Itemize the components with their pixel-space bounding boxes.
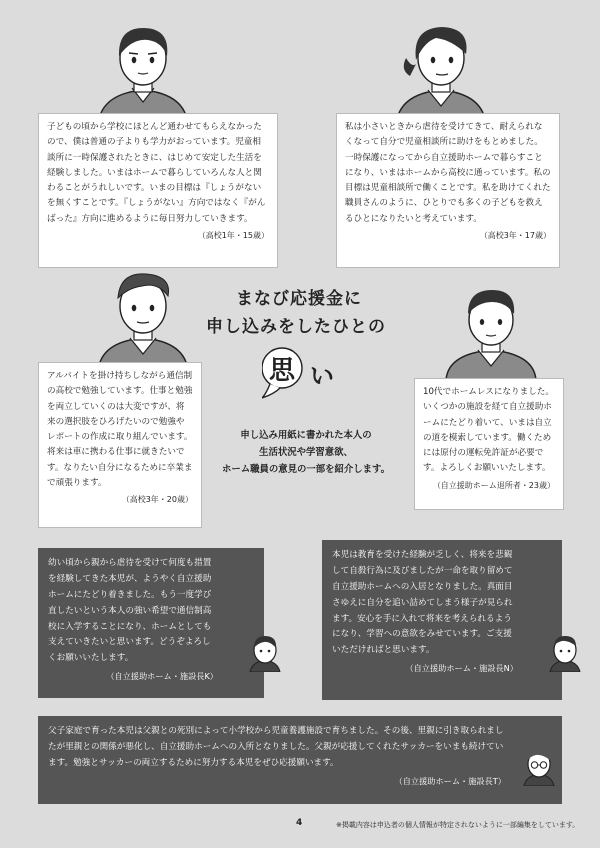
quote-card-3 — [38, 362, 202, 528]
staff-comment-text: 幼い頃から親から虐待を受けて何度も措置を経験してきた本児が、ようやく自立援助ホームにたどり着きました。もう一度学び直したいという本人の強い希望で通信制高校に入学することになり、ホームとしても支えていきたいと思います。どうぞよろしくお願いいたします。 — [48, 558, 212, 664]
page-title-line-1: まなび応援金に — [236, 289, 362, 309]
staff-avatar-t — [522, 746, 556, 786]
staff-comment-3 — [38, 716, 562, 804]
person-man-illustration — [436, 280, 546, 380]
person-boy-illustration — [88, 16, 198, 126]
quote-signature: （高校3年・17歳） — [479, 231, 551, 241]
quote-card-1 — [38, 113, 278, 268]
staff-comment-signature: （自立援助ホーム・施設長N） — [405, 663, 518, 674]
staff-comment-signature: （自立援助ホーム・施設長T） — [394, 775, 506, 786]
quote-signature: （高校1年・15歳） — [197, 231, 269, 241]
footer-note: ※掲載内容は申込者の個人情報が特定されないように一部編集をしています。 — [336, 821, 580, 829]
quote-card-2 — [336, 113, 560, 268]
staff-avatar-k — [248, 632, 282, 672]
page-title-line-2: 申し込みをしたひとの — [206, 317, 386, 337]
staff-comment-text: 父子家庭で育った本児は父親との死別によって小学校から児童養護施設で育ちました。その後、里親に引き取られましたが里親との関係が悪化し、自立援助ホームへの入所となりました。父親が応援してくれたサッカーをいまも続けています。勉強とサッカーの両立するために努力する本児をぜひ応援願います。 — [48, 726, 504, 768]
quote-signature: （自立援助ホーム退所者・23歳） — [432, 480, 555, 490]
quote-text: 私は小さいときから虐待を受けてきて、耐えられなくなって自分で児童相談所に助けをもとめました。一時保護になってから自立援助ホームで暮らすことになり、いまはホームから高校に通っています。私の目標は児童相談所で働くことです。私を助けてくれた職員さんのように、ひとりでも多くの子どもを救えるひとになりたいと考えています。 — [345, 122, 551, 224]
staff-avatar-n — [548, 632, 582, 672]
page-number: 4 — [296, 818, 303, 828]
intro-line-3: ホーム職員の意見の一部を紹介します。 — [222, 463, 391, 475]
staff-comment-1 — [38, 548, 264, 698]
title-emphasis-omo: 思 — [269, 356, 296, 386]
intro-text — [222, 428, 390, 479]
quote-text: 10代でホームレスになりました。いくつかの施設を経て自立援助ホームにたどり着いて、いまは自立の道を模索しています。働くためには原付の運転免許証が必要です。よろしくお願いいたします。 — [423, 387, 554, 474]
person-girl-illustration — [386, 14, 496, 126]
quote-text: アルバイトを掛け持ちしながら通信制の高校で勉強しています。仕事と勉強を両立していくのは大変ですが、将来の選択肢をひろげたいので勉強やレポートの作成に取り組んでいます。将来は車に携わる仕事に就きたいです。なりたい自分になるために卒業まで頑張ります。 — [47, 371, 193, 489]
quote-card-4 — [414, 378, 564, 510]
staff-comment-text: 本児は教育を受けた経験が乏しく、将来を悲観して自殺行為に及びましたが一命を取り留めて自立援助ホームへの入居となりました。真面目さゆえに自分を追い詰めてしまう様子が見られます。安心を手に入れて将来を考えられるようになり、学習への意欲をみせています。ご支援いただければと思います。 — [332, 550, 513, 656]
staff-comment-2 — [322, 540, 562, 700]
staff-comment-signature: （自立援助ホーム・施設長K） — [106, 671, 218, 682]
quote-text: 子どもの頃から学校にほとんど通わせてもらえなかったので、僕は普通の子よりも学力がおっています。児童相談所に一時保護されたときに、はじめて安定した生活を経験しました。いまはホームで暮らしていろんな人と関わることがうれしいです。いまの目標は『しょうがないを無くすことです。『しょうがない』方向ではなく『がんばった』方向に進めるように毎日努力していきます。 — [47, 122, 266, 224]
quote-signature: （高校3年・20歳） — [121, 495, 193, 505]
intro-line-2: 生活状況や学習意欲、 — [259, 446, 353, 458]
intro-line-1: 申し込み用紙に書かれた本人の — [240, 430, 372, 441]
person-boy-illustration-2 — [88, 262, 198, 372]
title-emphasis-i: い — [310, 362, 334, 390]
